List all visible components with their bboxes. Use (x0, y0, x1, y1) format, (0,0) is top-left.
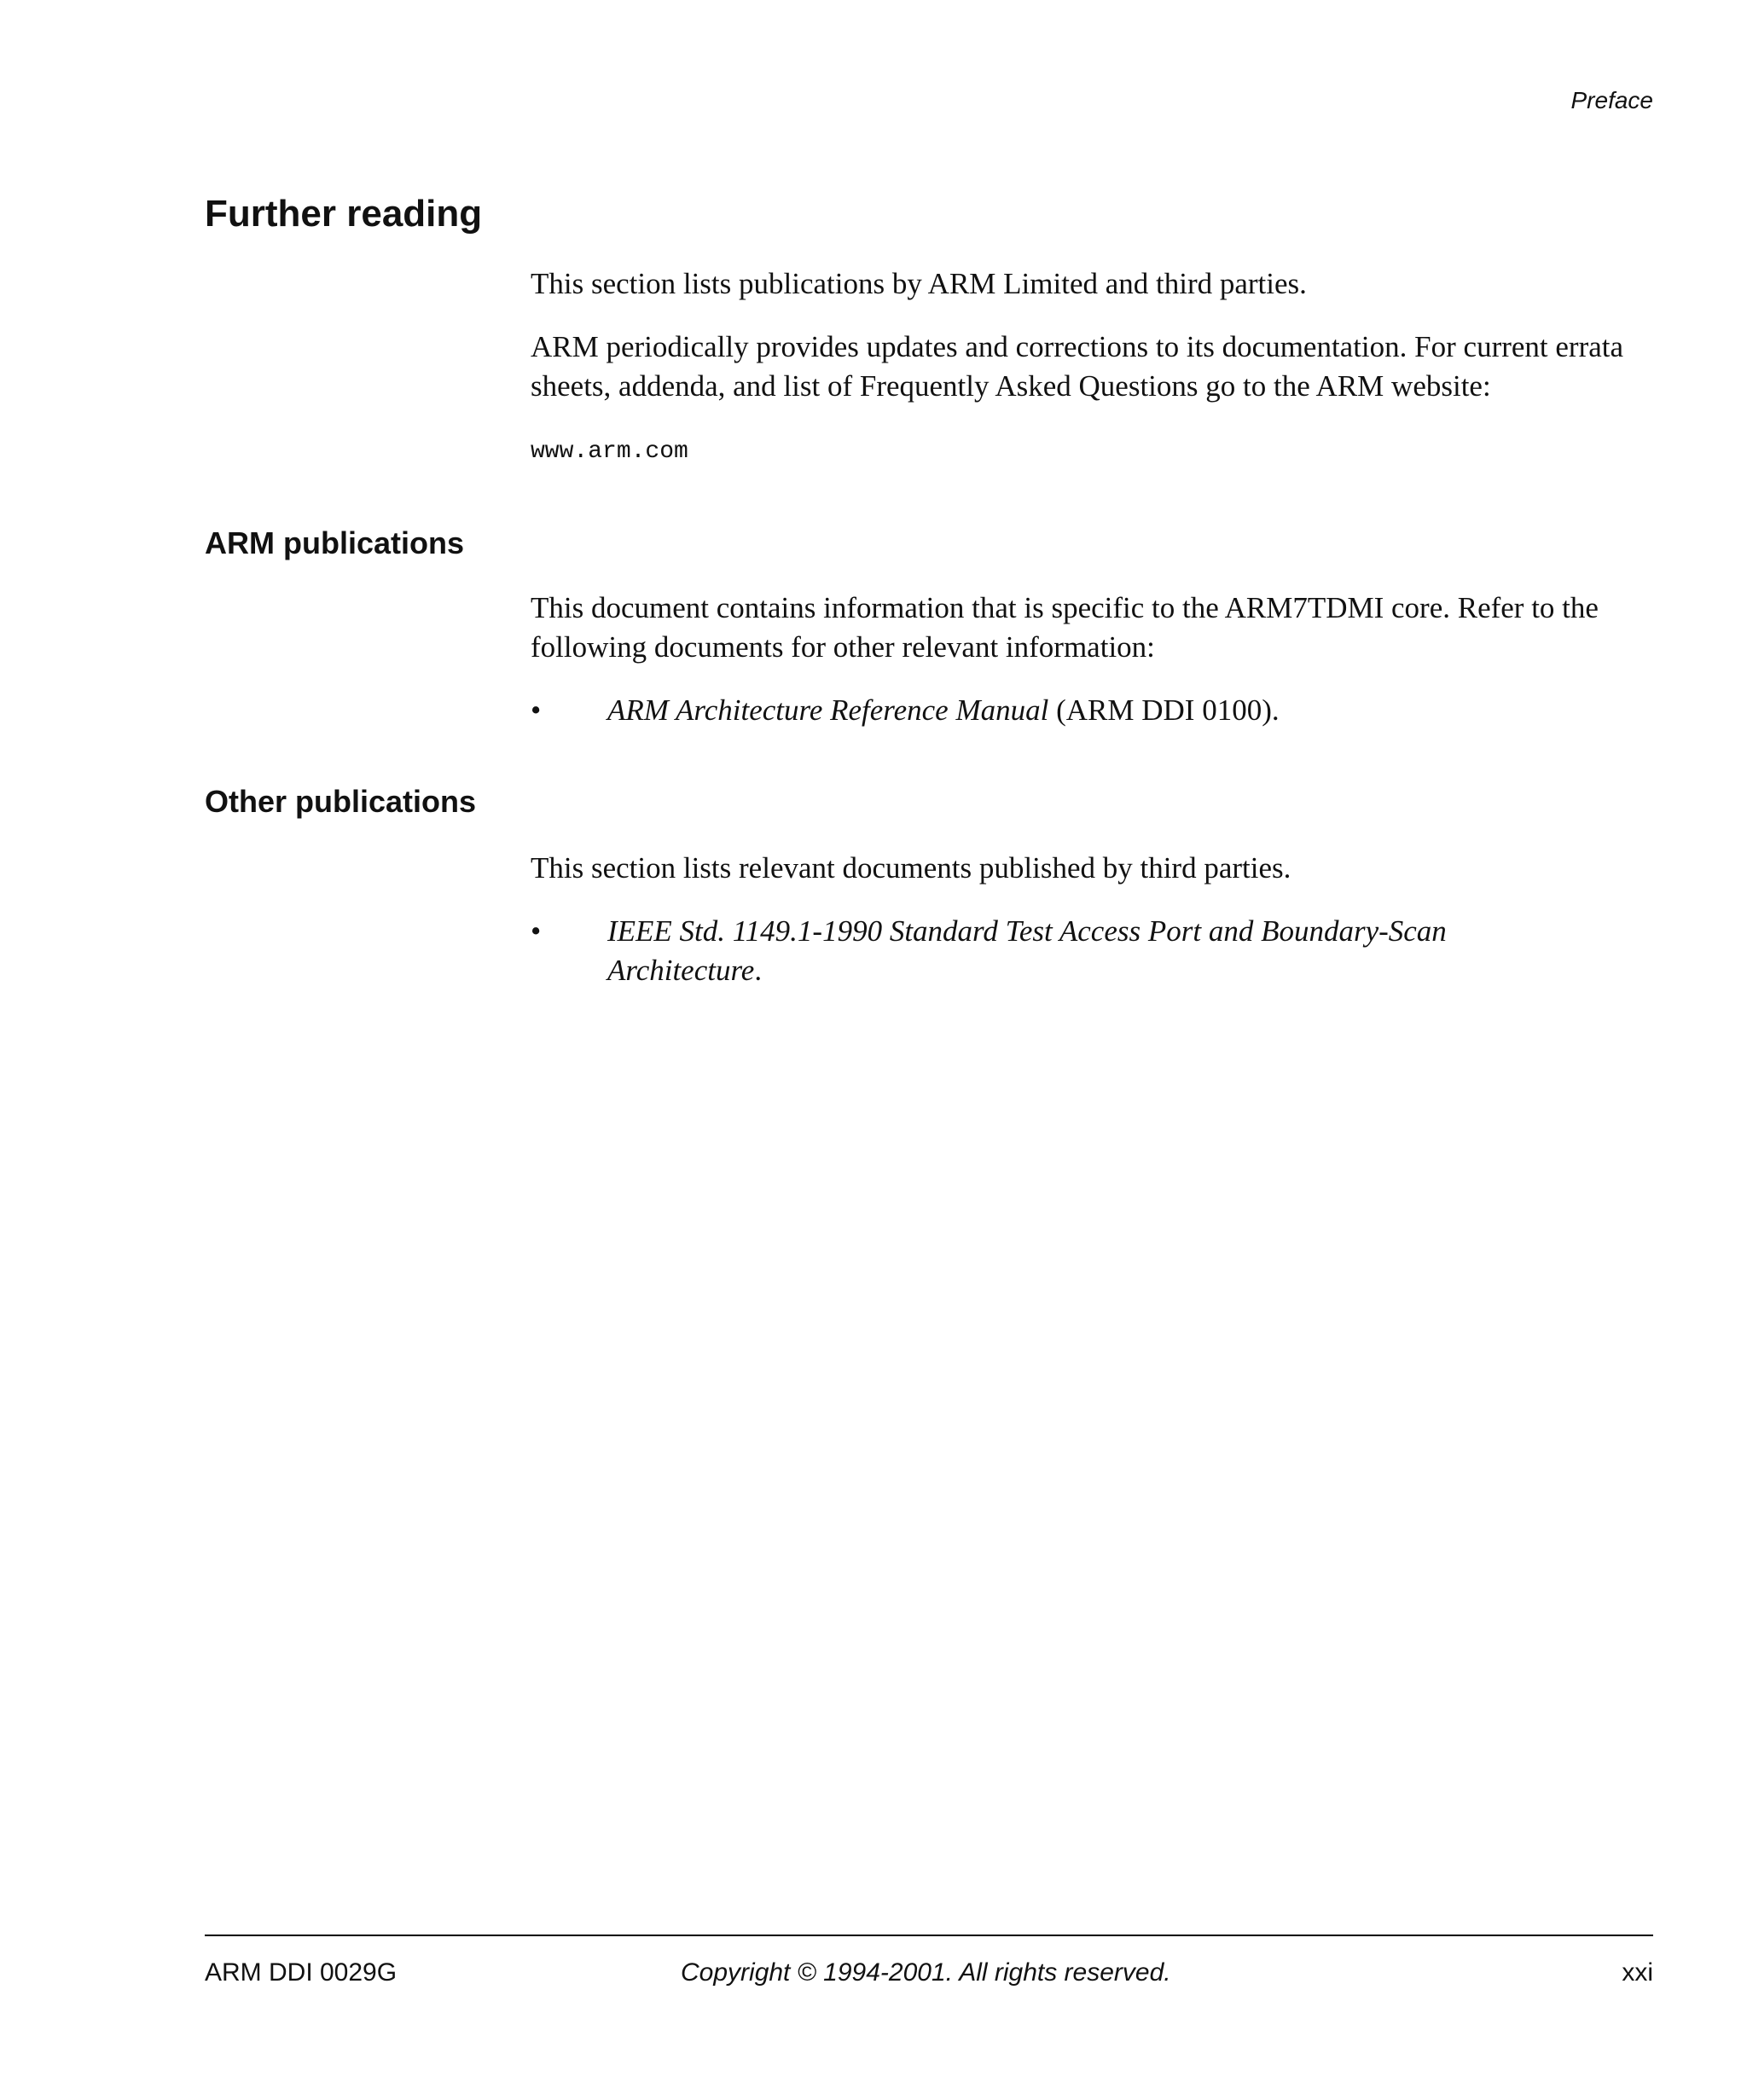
list-item (531, 912, 1563, 990)
running-header: Preface (1570, 87, 1653, 113)
publication-reference: . (754, 954, 763, 987)
arm-publications-paragraph: This document contains information that is specific to the ARM7TDMI core. Refer to the following documents for other relevant information: (531, 591, 1599, 664)
updates-paragraph: ARM periodically provides updates and corrections to its documentation. For current errata sheets, addenda, and list of Frequently Asked Questions go to the ARM website: (531, 330, 1624, 403)
bullet-icon: • (531, 693, 542, 727)
intro-paragraph: This section lists publications by ARM Limited and third parties. (531, 267, 1307, 300)
footer-page-number: xxi (1622, 1958, 1653, 1987)
publication-reference: (ARM DDI 0100). (1048, 693, 1280, 727)
bullet-icon: • (531, 914, 542, 948)
other-publications-heading: Other publications (205, 784, 477, 819)
arm-publications-heading: ARM publications (205, 525, 464, 560)
further-reading-body (531, 264, 1665, 467)
section-title: Further reading (205, 193, 483, 235)
arm-publications-body (531, 589, 1665, 730)
website-link[interactable]: www.arm.com (531, 438, 688, 465)
publication-title: ARM Architecture Reference Manual (607, 693, 1049, 727)
list-item (531, 691, 1665, 730)
other-publications-body (531, 849, 1665, 990)
footer-doc-id: ARM DDI 0029G (205, 1958, 398, 1987)
footer-divider (205, 1935, 1653, 1936)
publication-title: IEEE Std. 1149.1-1990 Standard Test Access Port and Boundary-Scan Architecture (607, 914, 1447, 987)
other-publications-paragraph: This section lists relevant documents published by third parties. (531, 851, 1291, 885)
footer-copyright: Copyright © 1994-2001. All rights reserved. (681, 1958, 1171, 1987)
